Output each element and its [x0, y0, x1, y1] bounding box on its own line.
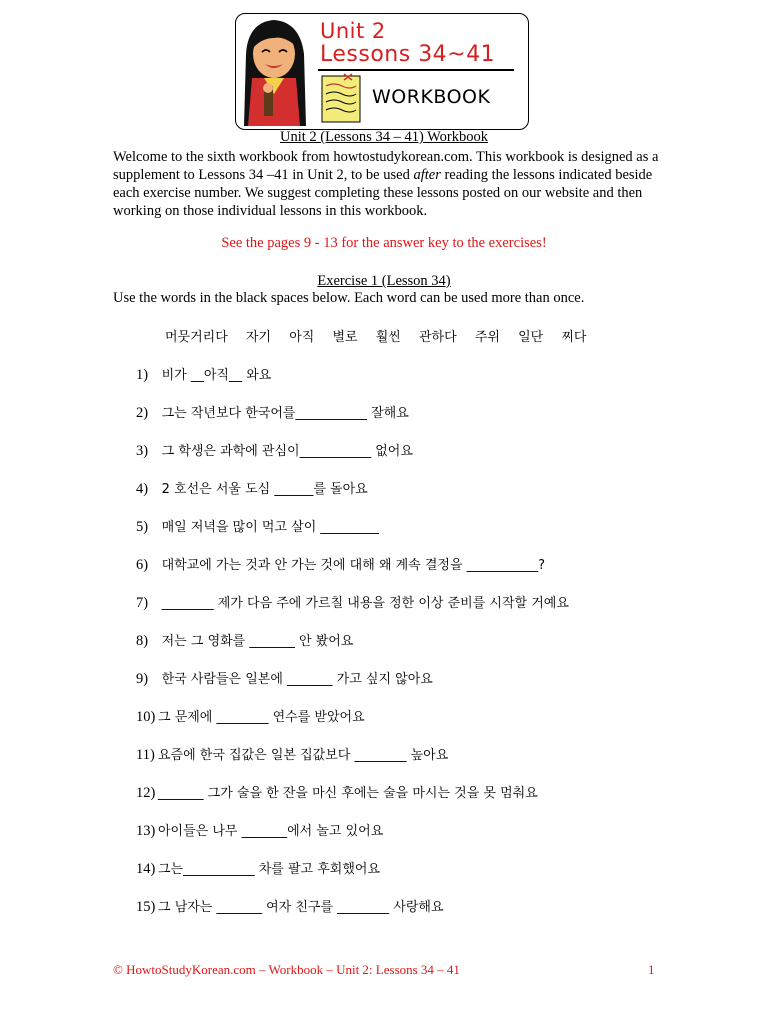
- exercise-item: [136, 896, 569, 934]
- word-bank: [165, 326, 600, 345]
- item-text: 그 남자는 _______ 여자 친구를 ________ 사랑해요: [158, 900, 444, 915]
- item-text: 매일 저녁을 많이 먹고 살이 _________: [161, 520, 379, 535]
- exercise-items: [136, 364, 569, 934]
- exercise-item: [136, 782, 569, 820]
- item-text: 대학교에 가는 것과 안 가는 것에 대해 왜 계속 결정을 ___________?: [161, 558, 546, 573]
- word-bank-item: 일단: [518, 330, 544, 345]
- word-bank-item: 관하다: [419, 330, 457, 345]
- word-bank-item: 찌다: [561, 330, 587, 345]
- item-text: 한국 사람들은 일본에 _______ 가고 싶지 않아요: [161, 672, 433, 687]
- item-number: 4): [136, 481, 149, 497]
- item-text: 저는 그 영화를 _______ 안 봤어요: [161, 634, 354, 649]
- exercise-item: [136, 668, 569, 706]
- exercise-item: [136, 820, 569, 858]
- item-text: 요즘에 한국 집값은 일본 집값보다 ________ 높아요: [158, 748, 449, 763]
- item-number: 7): [136, 595, 149, 611]
- exercise-item: [136, 554, 569, 592]
- page-footer: [113, 962, 655, 978]
- item-number: 6): [136, 557, 149, 573]
- exercise-item: [136, 630, 569, 668]
- intro-text-2: reading the lessons indicated beside each exercise number. We suggest completing these lessons posted on our website and then working on those individual lessons in this workbook.: [113, 167, 653, 219]
- item-text: 그 문제에 ________ 연수를 받았어요: [158, 710, 365, 725]
- page-title: Unit 2 (Lessons 34 – 41) Workbook: [280, 129, 488, 145]
- word-bank-item: 아직: [289, 330, 315, 345]
- item-number: 8): [136, 633, 149, 649]
- item-text: 그 학생은 과학에 관심이___________ 없어요: [161, 444, 413, 459]
- exercise-item: [136, 744, 569, 782]
- item-text: 비가 __아직__ 와요: [161, 368, 272, 383]
- intro-emphasis: after: [413, 167, 441, 183]
- word-bank-item: 별로: [332, 330, 358, 345]
- exercise-item: [136, 440, 569, 478]
- word-bank-item: 머뭇거리다: [165, 330, 228, 345]
- page-number: 1: [648, 962, 655, 977]
- item-number: 13): [136, 823, 156, 839]
- exercise-item: [136, 706, 569, 744]
- item-number: 5): [136, 519, 149, 535]
- header-banner: [235, 13, 529, 130]
- item-text: 그는___________ 차를 팔고 후회했어요: [158, 862, 381, 877]
- banner-workbook-label: WORKBOOK: [372, 86, 491, 108]
- footer-copyright: © HowtoStudyKorean.com – Workbook – Unit 2: Lessons 34 – 41: [113, 962, 460, 977]
- intro-paragraph: [113, 148, 673, 220]
- exercise-title: Exercise 1 (Lesson 34): [317, 273, 451, 289]
- banner-title: [320, 20, 495, 66]
- exercise-item: [136, 364, 569, 402]
- exercise-item: [136, 402, 569, 440]
- item-number: 3): [136, 443, 149, 459]
- item-text: 2 호선은 서울 도심 ______를 돌아요: [161, 482, 368, 497]
- item-number: 15): [136, 899, 156, 915]
- banner-title-line1: Unit 2: [320, 19, 386, 43]
- answer-key-note: See the pages 9 - 13 for the answer key to the exercises!: [221, 235, 547, 251]
- banner-title-line2: Lessons 34~41: [320, 42, 496, 67]
- item-text: _______ 그가 술을 한 잔을 마신 후에는 술을 마시는 것을 못 멈춰요: [158, 786, 538, 801]
- exercise-instructions: Use the words in the black spaces below. Each word can be used more than once.: [113, 290, 585, 306]
- banner-divider: [318, 69, 514, 71]
- exercise-item: [136, 592, 569, 630]
- item-number: 14): [136, 861, 156, 877]
- exercise-item: [136, 478, 569, 516]
- item-number: 12): [136, 785, 156, 801]
- item-text: ________ 제가 다음 주에 가르칠 내용을 정한 이상 준비를 시작할 거예요: [161, 596, 569, 611]
- word-bank-item: 훨씬: [375, 330, 401, 345]
- word-bank-item: 자기: [245, 330, 272, 345]
- intro-text-1: Welcome to the sixth workbook from howtostudykorean.com. This workbook is designed as a supplement to Lessons 34 –41 in Unit 2, to be used: [113, 149, 659, 183]
- exercise-item: [136, 858, 569, 896]
- word-bank-item: 주위: [474, 330, 500, 345]
- item-text: 아이들은 나무 _______에서 놀고 있어요: [158, 824, 384, 839]
- item-number: 1): [136, 367, 149, 383]
- item-text: 그는 작년보다 한국어를___________ 잘해요: [161, 406, 409, 421]
- item-number: 11): [136, 747, 155, 763]
- item-number: 9): [136, 671, 149, 687]
- item-number: 10): [136, 709, 156, 725]
- exercise-item: [136, 516, 569, 554]
- item-number: 2): [136, 405, 149, 421]
